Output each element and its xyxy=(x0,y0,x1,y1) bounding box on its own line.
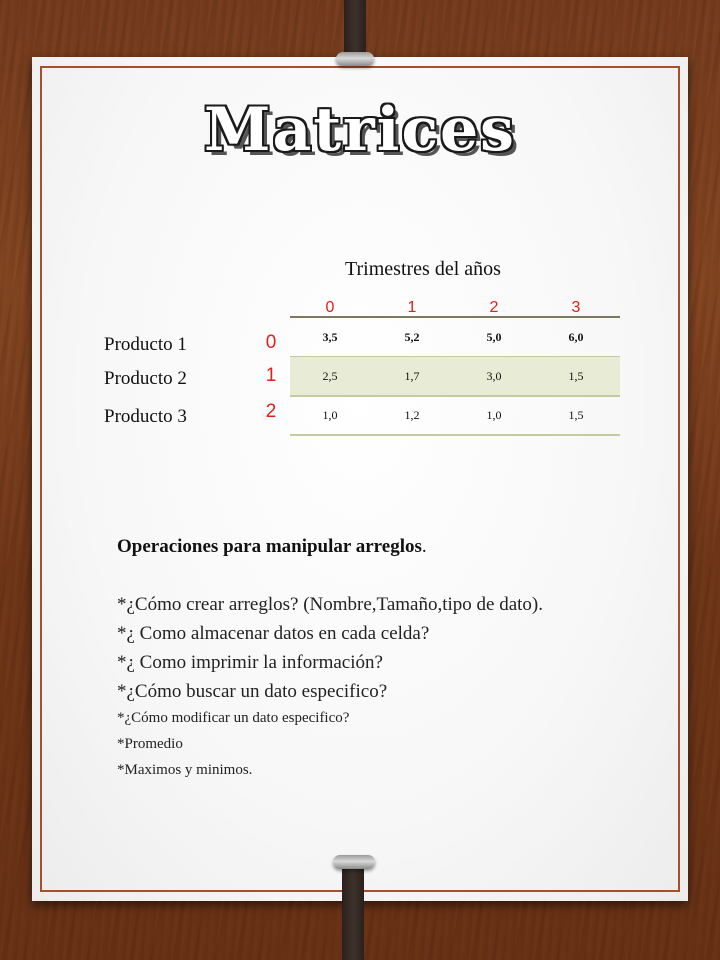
table-cell: 5,2 xyxy=(404,330,420,344)
table-cell: 2,5 xyxy=(322,369,338,383)
slide-title: Matrices xyxy=(204,95,516,165)
column-header: 0 xyxy=(325,299,335,316)
operation-item: *Promedio xyxy=(117,736,183,752)
table-cell: 3,0 xyxy=(486,369,502,383)
row-label: Producto 3 xyxy=(104,406,187,427)
column-header: 3 xyxy=(571,299,581,316)
row-label: Producto 2 xyxy=(104,368,187,389)
operations-heading-text: Operaciones para manipular arreglos xyxy=(117,536,422,557)
row-index: 1 xyxy=(265,365,277,386)
table-cell: 1,2 xyxy=(404,408,420,422)
table-cell: 5,0 xyxy=(486,330,502,344)
table-cell: 1,0 xyxy=(322,408,338,422)
column-header: 1 xyxy=(407,299,417,316)
table-cell: 1,7 xyxy=(404,369,420,383)
column-header: 2 xyxy=(489,299,499,316)
row-label: Producto 1 xyxy=(104,334,187,355)
bottom-strap xyxy=(342,858,364,960)
operation-item: *¿ Como imprimir la información? xyxy=(117,652,383,673)
operation-item: *¿ Como almacenar datos en cada celda? xyxy=(117,623,430,644)
bottom-strap-band xyxy=(333,855,375,869)
top-strap-band xyxy=(336,52,374,66)
operation-item: *Maximos y minimos. xyxy=(117,762,253,778)
table-caption: Trimestres del años xyxy=(345,258,501,280)
operation-item: *¿Cómo buscar un dato especifico? xyxy=(117,681,388,702)
row-index: 0 xyxy=(265,332,277,353)
table-row xyxy=(290,396,620,436)
table-cell: 1,5 xyxy=(568,408,584,422)
table-cell: 3,5 xyxy=(322,330,338,344)
operations-heading xyxy=(117,536,427,558)
operation-item: *¿Cómo modificar un dato especifico? xyxy=(117,710,350,726)
table-cell: 1,5 xyxy=(568,369,584,383)
table-cell: 1,0 xyxy=(486,408,502,422)
operations-heading-period: . xyxy=(421,536,427,557)
table-row xyxy=(290,357,620,397)
table-cell: 6,0 xyxy=(568,330,584,344)
operation-item: *¿Cómo crear arreglos? (Nombre,Tamaño,tipo de dato). xyxy=(117,594,544,615)
table-row xyxy=(290,318,620,358)
row-index: 2 xyxy=(265,401,277,422)
